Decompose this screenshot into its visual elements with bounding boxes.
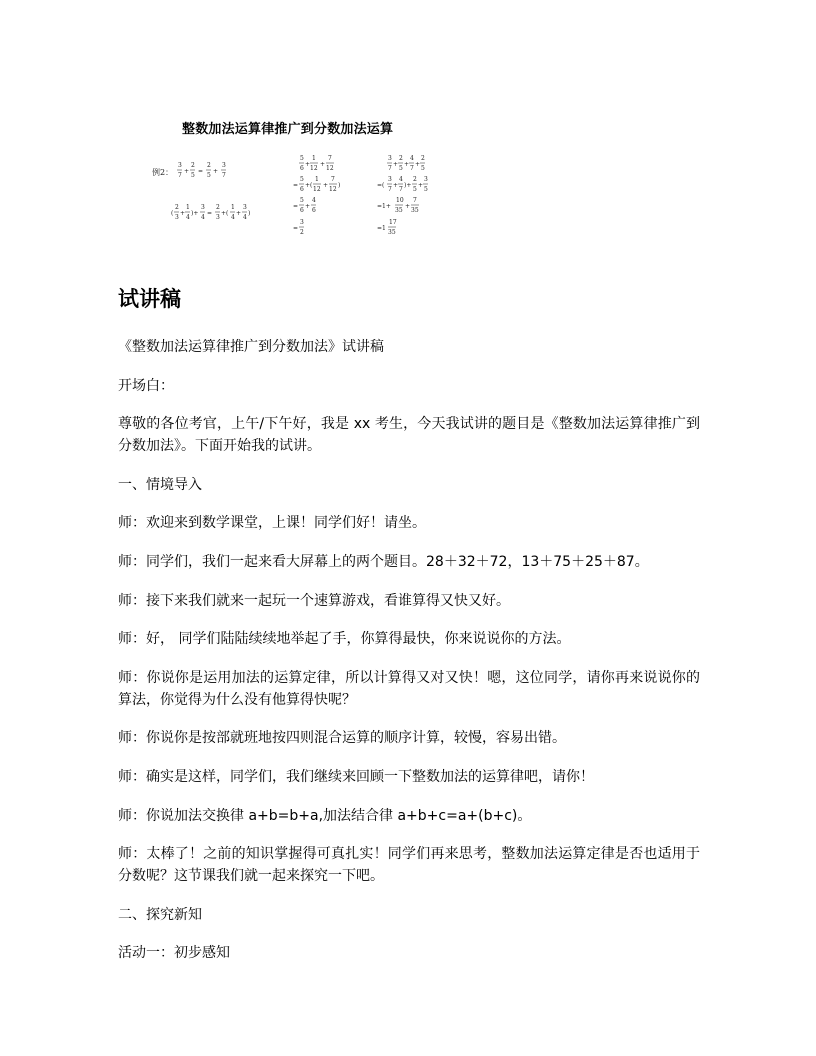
svg-text:7: 7 (178, 172, 182, 179)
svg-text:1: 1 (312, 155, 316, 162)
svg-text:)+: )+ (191, 210, 199, 217)
svg-text:=: = (293, 225, 299, 232)
svg-text:17: 17 (389, 219, 397, 226)
svg-text:(: ( (171, 210, 174, 217)
svg-text:=: = (198, 168, 204, 175)
svg-text:2: 2 (175, 204, 179, 211)
svg-text:6: 6 (300, 165, 304, 172)
equation-associative (171, 204, 250, 221)
svg-text:+: + (415, 161, 421, 168)
calculation-middle (293, 155, 340, 236)
paragraph: 师：同学们，我们一起来看大屏幕上的两个题目。28＋32＋72，13＋75＋25＋87。 (118, 553, 649, 570)
svg-text:2: 2 (300, 229, 304, 236)
example-label: 例2： (152, 168, 174, 177)
paragraph: 开场白： (118, 377, 174, 394)
svg-text:=1: =1 (377, 225, 386, 232)
svg-text:+: + (305, 161, 311, 168)
svg-text:7: 7 (331, 176, 335, 183)
svg-text:4: 4 (399, 176, 403, 183)
svg-text:+: + (213, 168, 219, 175)
paragraph: 师：欢迎来到数学课堂，上课！同学们好！请坐。 (118, 515, 426, 532)
svg-text:5: 5 (413, 186, 417, 193)
svg-text:+: + (323, 182, 329, 189)
svg-text:7: 7 (399, 186, 403, 193)
svg-text:3: 3 (175, 214, 179, 221)
svg-text:4: 4 (410, 155, 414, 162)
section-heading: 二、探究新知 (118, 906, 202, 923)
svg-text:2: 2 (216, 204, 220, 211)
svg-text:+: + (180, 210, 186, 217)
svg-text:=: = (293, 182, 299, 189)
svg-text:3: 3 (201, 204, 205, 211)
svg-text:2: 2 (399, 155, 403, 162)
svg-text:5: 5 (421, 165, 425, 172)
svg-text:3: 3 (216, 214, 220, 221)
svg-text:1: 1 (186, 204, 190, 211)
svg-text:5: 5 (300, 176, 304, 183)
svg-text:7: 7 (328, 155, 332, 162)
svg-text:12: 12 (326, 165, 334, 172)
svg-text:35: 35 (395, 207, 403, 214)
svg-text:+: + (405, 203, 411, 210)
svg-text:+(: +( (305, 182, 313, 189)
svg-text:7: 7 (413, 197, 417, 204)
svg-text:+: + (404, 161, 410, 168)
subsection-heading: 活动一：初步感知 (118, 945, 230, 962)
svg-text:35: 35 (388, 229, 396, 236)
equation-commutative (177, 162, 226, 179)
svg-text:10: 10 (396, 197, 404, 204)
svg-text:=: = (207, 210, 213, 217)
svg-text:5: 5 (207, 172, 211, 179)
document-heading: 试讲稿 (118, 287, 181, 311)
svg-text:+: + (393, 161, 399, 168)
svg-text:+: + (320, 161, 326, 168)
svg-text:3: 3 (178, 162, 182, 169)
svg-text:3: 3 (222, 162, 226, 169)
svg-text:12: 12 (329, 186, 337, 193)
svg-text:2: 2 (191, 162, 195, 169)
svg-text:): ) (248, 210, 251, 217)
svg-text:1: 1 (231, 204, 235, 211)
svg-text:+: + (236, 210, 242, 217)
paragraph: 《整数加法运算律推广到分数加法》试讲稿 (118, 339, 384, 355)
svg-text:12: 12 (313, 186, 321, 193)
svg-text:): ) (338, 182, 341, 189)
svg-text:4: 4 (243, 214, 247, 221)
paragraph: 师：太棒了！之前的知识掌握得可真扎实！同学们再来思考，整数加法运算定律是否也适用于分数呢？这节课我们就一起来探究一下吧。 (118, 846, 700, 885)
svg-text:4: 4 (201, 214, 205, 221)
svg-text:4: 4 (312, 197, 316, 204)
svg-text:5: 5 (300, 155, 304, 162)
document-body (118, 336, 700, 981)
fraction-equations-image (140, 150, 440, 250)
svg-text:3: 3 (300, 219, 304, 226)
paragraph: 师：好， 同学们陆陆续续地举起了手，你算得最快，你来说说你的方法。 (118, 631, 571, 648)
svg-text:4: 4 (186, 214, 190, 221)
svg-text:+: + (305, 203, 311, 210)
svg-text:7: 7 (410, 165, 414, 172)
svg-text:5: 5 (399, 165, 403, 172)
lesson-figure (140, 110, 440, 250)
svg-text:+(: +( (221, 210, 229, 217)
svg-text:3: 3 (243, 204, 247, 211)
svg-text:12: 12 (310, 165, 318, 172)
svg-text:3: 3 (388, 176, 392, 183)
svg-text:2: 2 (421, 155, 425, 162)
svg-text:6: 6 (312, 207, 316, 214)
svg-text:1: 1 (315, 176, 319, 183)
section-heading: 一、情境导入 (118, 476, 202, 493)
svg-text:=1+: =1+ (377, 203, 391, 210)
svg-text:3: 3 (424, 176, 428, 183)
paragraph: 师：你说你是运用加法的运算定律，所以计算得又对又快！嗯，这位同学，请你再来说说你的算法，你觉得为什么没有他算得快呢？ (118, 669, 700, 708)
svg-text:6: 6 (300, 207, 304, 214)
paragraph: 师：你说你是按部就班地按四则混合运算的顺序计算，较慢，容易出错。 (118, 730, 566, 747)
svg-text:5: 5 (191, 172, 195, 179)
figure-title: 整数加法运算律推广到分数加法运算 (182, 122, 394, 137)
calculation-right (377, 155, 428, 236)
paragraph: 师：确实是这样，同学们，我们继续来回顾一下整数加法的运算律吧，请你！ (118, 768, 594, 785)
paragraph: 尊敬的各位考官，上午/下午好，我是 xx 考生，今天我试讲的题目是《整数加法运算律推广到分数加法》。下面开始我的试讲。 (118, 416, 700, 455)
svg-text:6: 6 (300, 186, 304, 193)
svg-text:3: 3 (388, 155, 392, 162)
svg-text:+: + (184, 168, 190, 175)
svg-text:5: 5 (300, 197, 304, 204)
paragraph: 师：接下来我们就来一起玩一个速算游戏，看谁算得又快又好。 (118, 592, 510, 609)
svg-text:35: 35 (411, 207, 419, 214)
paragraph: 师：你说加法交换律 a+b=b+a,加法结合律 a+b+c=a+(b+c)。 (118, 807, 532, 824)
svg-text:=: = (293, 203, 299, 210)
svg-text:4: 4 (231, 214, 235, 221)
svg-text:+: + (393, 182, 399, 189)
svg-text:+: + (418, 182, 424, 189)
svg-text:7: 7 (388, 165, 392, 172)
svg-text:7: 7 (222, 172, 226, 179)
svg-text:)+: )+ (404, 182, 412, 189)
svg-text:=(: =( (377, 182, 385, 189)
svg-text:2: 2 (413, 176, 417, 183)
svg-text:7: 7 (388, 186, 392, 193)
svg-text:2: 2 (207, 162, 211, 169)
svg-text:5: 5 (424, 186, 428, 193)
